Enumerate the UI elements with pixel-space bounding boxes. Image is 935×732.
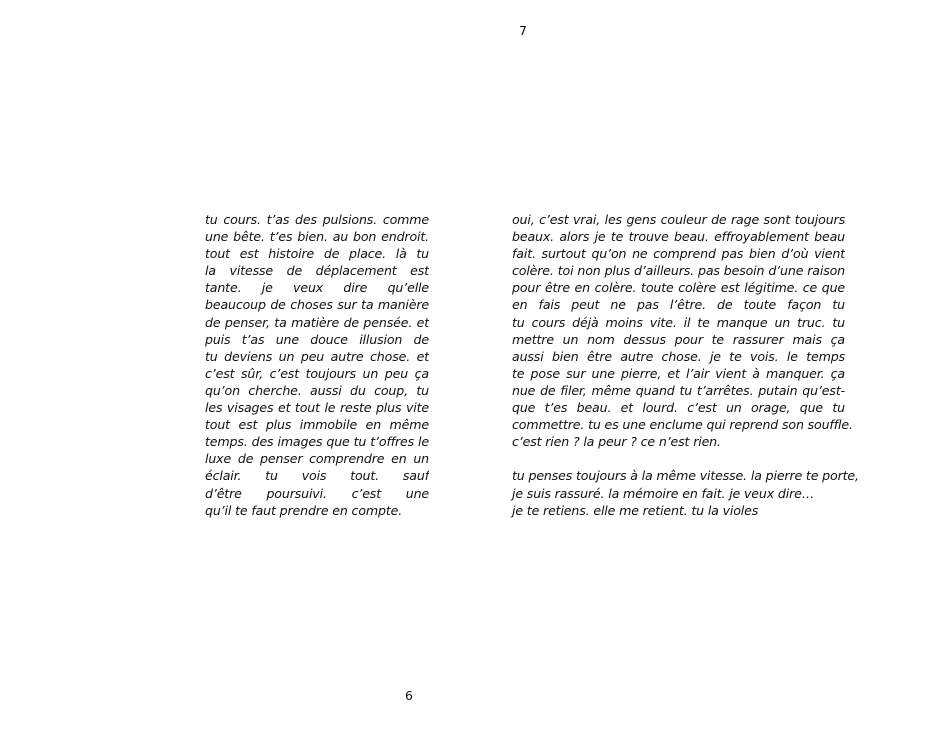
text-line: en fais peut ne pas l’être. de toute façon tu [512, 297, 845, 313]
text-line: qu’on cherche. aussi du coup, tu [205, 382, 429, 398]
text-line: la vitesse de déplacement est [205, 263, 429, 279]
text-line: de penser, ta matière de pensée. et [205, 314, 429, 330]
text-line: qu’il te faut prendre en compte. [205, 502, 403, 518]
left-text-column [205, 211, 429, 519]
text-line: fait. surtout qu’on ne comprend pas bien d’où vient [512, 246, 845, 262]
text-line: éclair. tu vois tout. sauf [205, 468, 429, 484]
text-line: les visages et tout le reste plus vite [205, 400, 429, 416]
text-line: pour être en colère. toute colère est légitime. ce que [512, 280, 845, 296]
text-line: nue de filer, même quand tu t’arrêtes. putain qu’est- [512, 382, 845, 398]
text-line: tu cours. t’as des pulsions. comme [205, 212, 429, 227]
right-text-column [512, 211, 859, 519]
text-line: que t’es beau. et lourd. c’est un orage, que tu [512, 400, 845, 416]
text-line: tout est plus immobile en même [205, 417, 429, 433]
page-number-bottom: 6 [405, 688, 413, 703]
text-line: oui, c’est vrai, les gens couleur de rage sont toujours [512, 212, 845, 227]
text-line: d’être poursuivi. c’est une [205, 485, 429, 501]
text-line: une bête. t’es bien. au bon endroit. [205, 229, 429, 245]
text-line: commettre. tu es une enclume qui reprend son souffle. [512, 417, 853, 433]
text-line: c’est rien ? la peur ? ce n’est rien. [512, 434, 721, 450]
text-line: c’est sûr, c’est toujours un peu ça [205, 365, 429, 381]
text-line: tout est histoire de place. là tu [205, 246, 429, 262]
text-line: temps. des images que tu t’offres le [205, 434, 429, 450]
text-line: je suis rassuré. la mémoire en fait. je veux dire… [512, 485, 815, 501]
text-line: beaux. alors je te trouve beau. effroyablement beau [512, 229, 845, 245]
page-number-top: 7 [519, 23, 527, 38]
text-line: mettre un nom dessus pour te rassurer mais ça [512, 331, 845, 347]
text-line: tu penses toujours à la même vitesse. la pierre te porte, [512, 468, 859, 484]
text-line: tu cours déjà moins vite. il te manque un truc. tu [512, 314, 845, 330]
text-line: tu deviens un peu autre chose. et [205, 348, 429, 364]
text-line: tante. je veux dire qu’elle [205, 280, 429, 296]
text-line: aussi bien être autre chose. je te vois. le temps [512, 348, 845, 364]
text-line: puis t’as une douce illusion de [205, 331, 429, 347]
stanza-gap [512, 450, 845, 467]
text-line: beaucoup de choses sur ta manière [205, 297, 429, 313]
text-line: luxe de penser comprendre en un [205, 451, 429, 467]
text-line: te pose sur une pierre, et l’air vient à manquer. ça [512, 365, 845, 381]
text-line: je te retiens. elle me retient. tu la violes [512, 502, 759, 518]
text-line: colère. toi non plus d’ailleurs. pas besoin d’une raison [512, 263, 845, 279]
